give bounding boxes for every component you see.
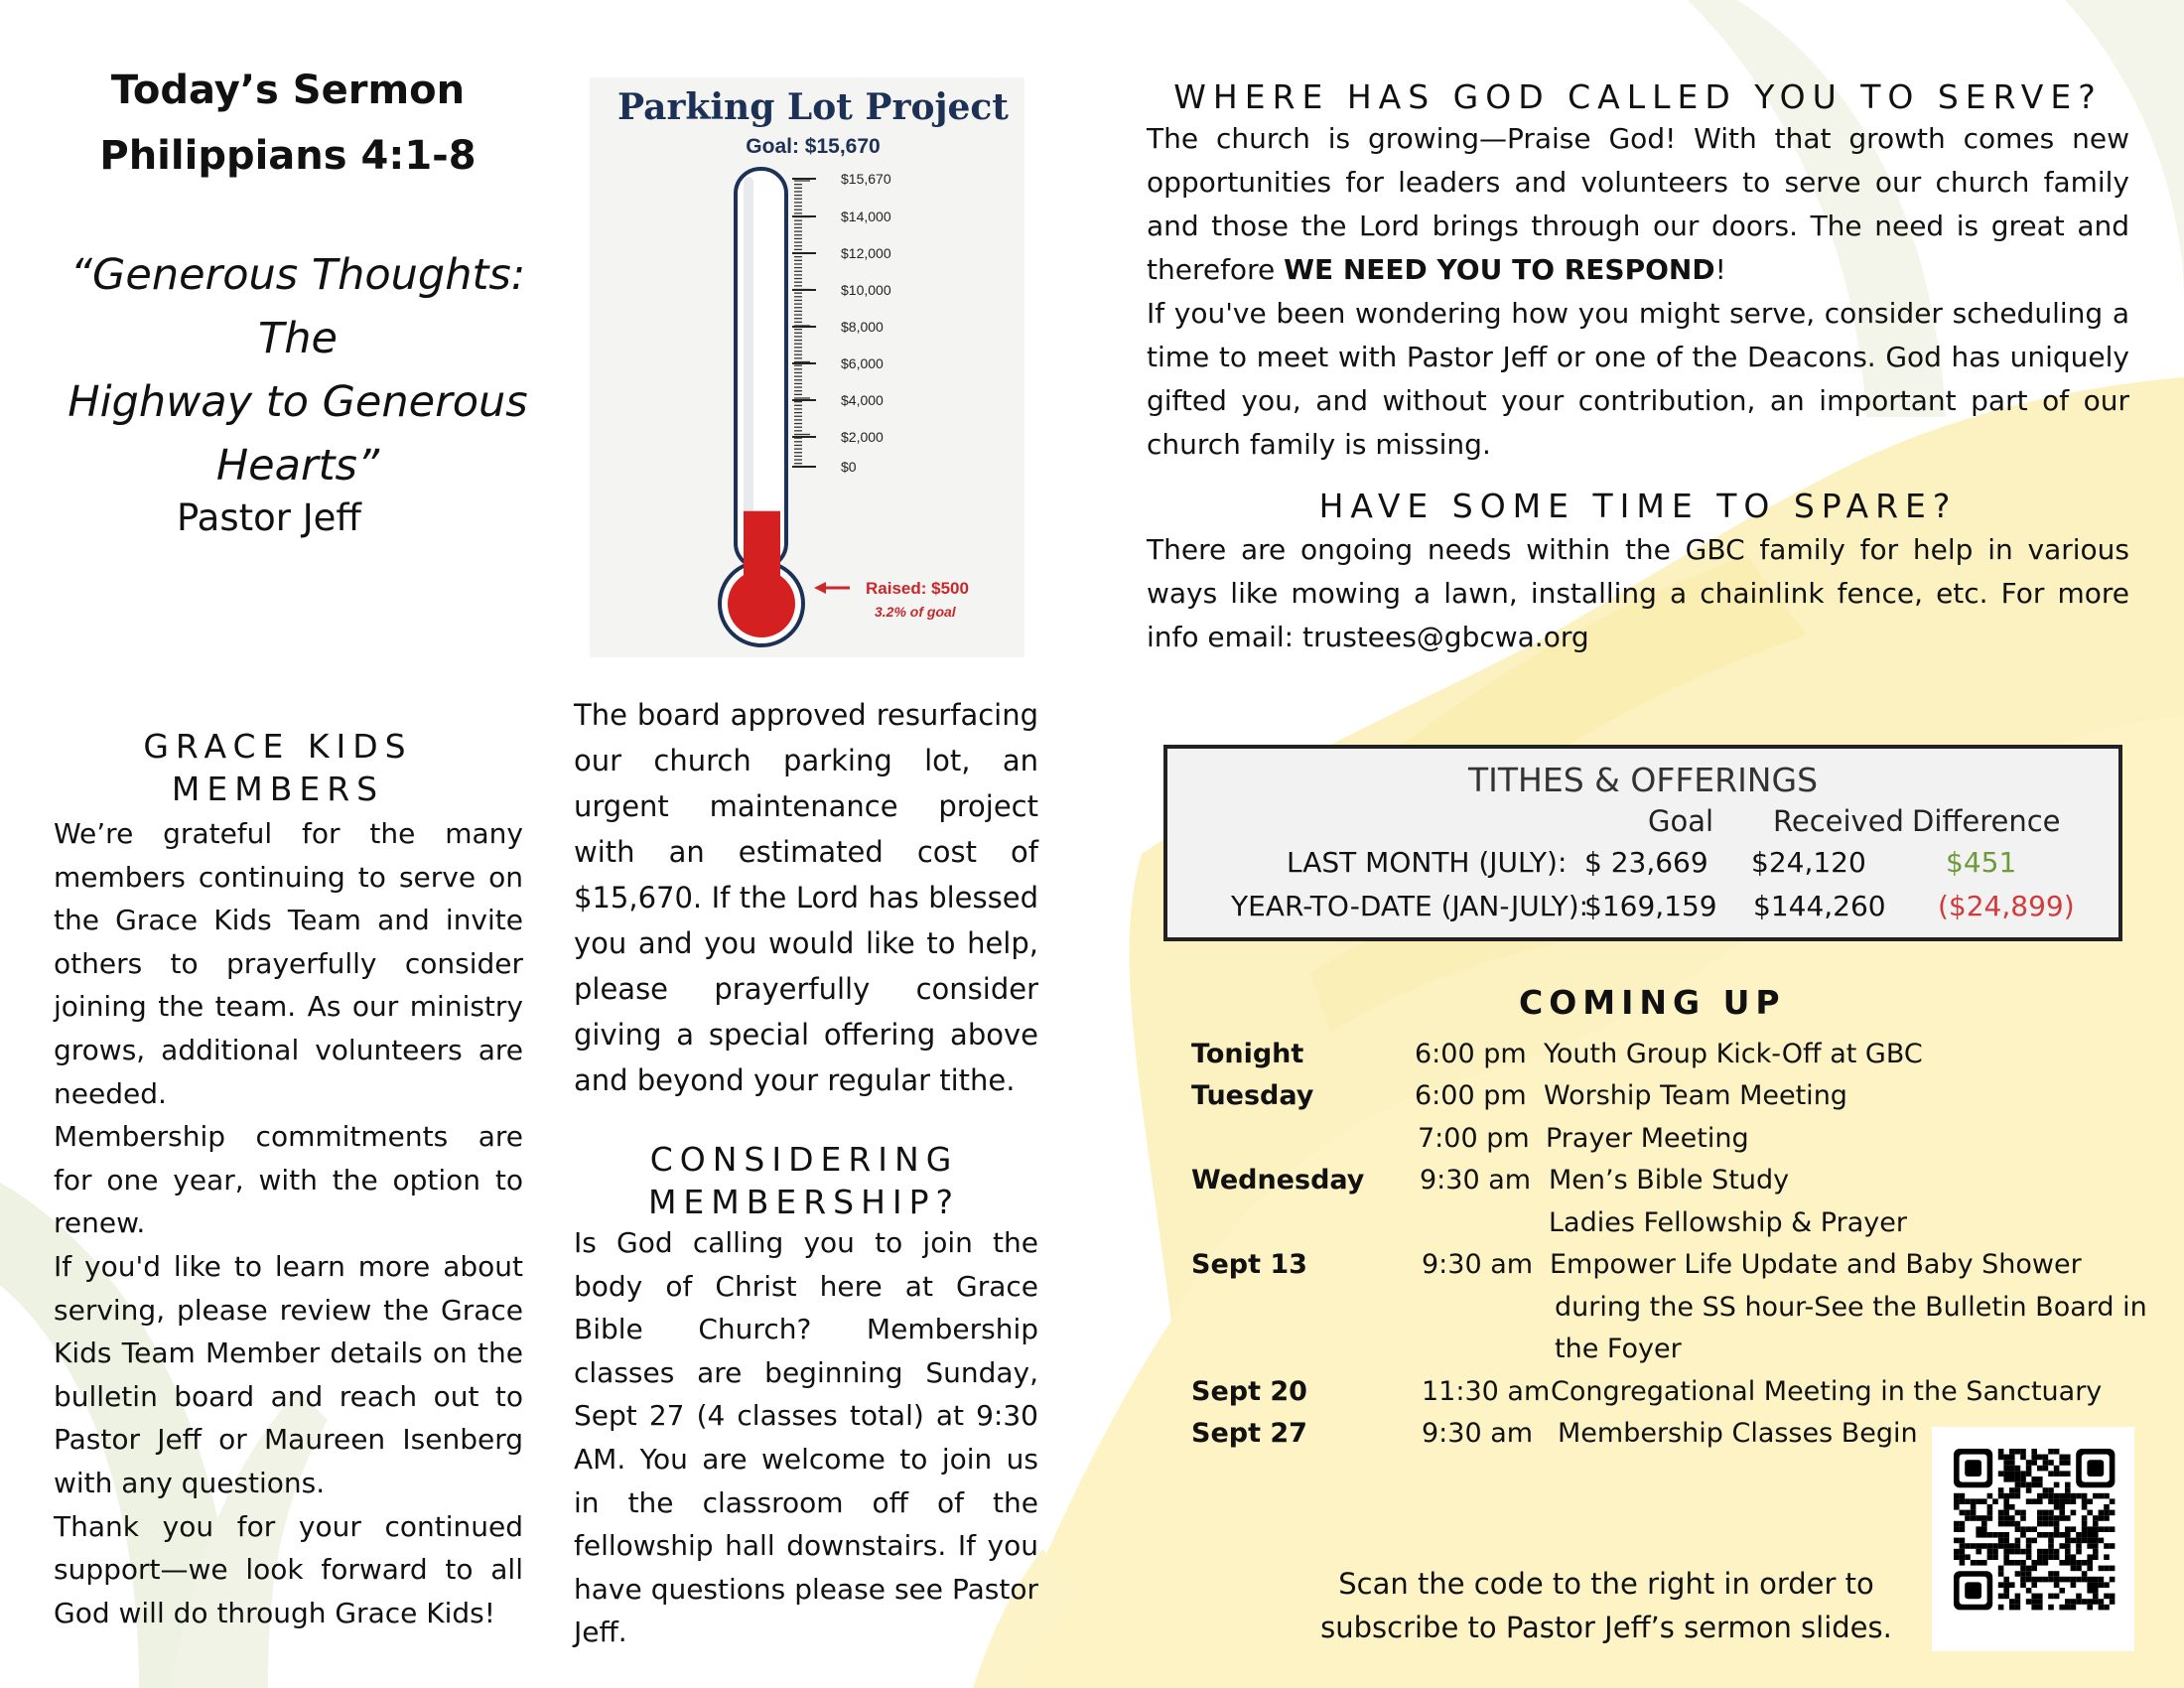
event-description: Youth Group Kick-Off at GBC — [1544, 1039, 1923, 1069]
event-description: the Foyer — [1555, 1334, 1682, 1364]
col-received-header: Received — [1773, 804, 1904, 838]
event-day: Sept 20 — [1191, 1376, 1307, 1407]
event-description: Ladies Fellowship & Prayer — [1549, 1207, 1907, 1238]
scale-label: $0 — [841, 459, 857, 475]
event-description: Worship Team Meeting — [1544, 1080, 1847, 1111]
scale-label: $8,000 — [841, 319, 884, 335]
spare-time-body: There are ongoing needs within the GBC family for help in various ways like mowing a lawn, installing a chainlink fence, etc. For more info email: trustees@gbcwa.org — [1147, 533, 2129, 653]
thermometer-scale — [792, 171, 891, 475]
event-day: Tuesday — [1191, 1080, 1314, 1111]
membership-body: Is God calling you to join the body of Christ here at Grace Bible Church? Membership classes are beginning Sunday, Sept 27 (4 classes total) at 9:30 AM. You are welcome to join us in the classroom off of the fellowship hall downstairs. If you have questions please see Pastor Jeff. — [574, 1226, 1038, 1649]
row-label: LAST MONTH (JULY): — [1287, 846, 1568, 879]
sermon-title-line: “Generous Thoughts: The — [69, 250, 526, 363]
event-description: Empower Life Update and Baby Shower — [1550, 1249, 2082, 1280]
sermon-title-line: Hearts” — [215, 441, 380, 491]
scale-label: $10,000 — [841, 282, 891, 298]
col-goal-header: Goal — [1648, 804, 1714, 838]
event-description: Congregational Meeting in the Sanctuary — [1551, 1376, 2103, 1407]
qr-code-box[interactable] — [1932, 1427, 2134, 1651]
scale-label: $14,000 — [841, 209, 891, 224]
sermon-scripture: Philippians 4:1-8 — [99, 133, 477, 179]
thermometer-tube — [736, 169, 786, 568]
serve-text: The church is growing—Praise God! With that growth comes new opportunities for leaders and volunteers to serve our church family and those the Lord brings through our doors. The need is great and therefore — [1147, 122, 2129, 286]
sermon-label: Today’s Sermon — [110, 68, 466, 113]
coming-up-heading: COMING UP — [1519, 983, 1786, 1022]
event-description: Men’s Bible Study — [1549, 1165, 1790, 1196]
heading-line: MEMBERSHIP? — [647, 1183, 961, 1221]
raised-label: Raised: $500 — [866, 579, 969, 598]
event-time: 9:30 am — [1420, 1165, 1532, 1196]
event-day: Sept 27 — [1191, 1418, 1307, 1449]
scale-label: $2,000 — [841, 429, 884, 445]
sermon-title — [40, 243, 556, 497]
row-goal: $169,159 — [1584, 890, 1717, 922]
paragraph: Membership commitments are for one year, with the option to renew. — [54, 1120, 523, 1240]
event-time: 6:00 pm — [1415, 1039, 1527, 1069]
spare-time-heading: HAVE SOME TIME TO SPARE? — [1318, 487, 1958, 525]
event-time: 7:00 pm — [1418, 1123, 1530, 1154]
heading-line: GRACE KIDS — [143, 727, 413, 766]
thermometer-graphic — [590, 77, 1024, 657]
event-time: 9:30 am — [1422, 1418, 1534, 1449]
parking-title: Parking Lot Project — [617, 86, 1009, 128]
paragraph: If you've been wondering how you might serve, consider scheduling a time to meet with Pastor Jeff or one of the Deacons. God has uniquely gifted you, and without your contribution, an important part of our church family is missing. — [1147, 297, 2129, 461]
event-day: Tonight — [1191, 1039, 1304, 1069]
caption-line: subscribe to Pastor Jeff’s sermon slides. — [1320, 1611, 1892, 1644]
grace-kids-heading — [60, 725, 496, 810]
paragraph — [1147, 117, 2129, 292]
row-goal: $ 23,669 — [1584, 846, 1708, 879]
event-description: during the SS hour-See the Bulletin Board in — [1555, 1292, 2147, 1323]
parking-lot-thermometer-card — [590, 77, 1024, 657]
event-description: Membership Classes Begin — [1558, 1418, 1918, 1449]
qr-code-icon[interactable] — [1932, 1427, 2134, 1651]
paragraph: We’re grateful for the many members continuing to serve on the Grace Kids Team and invite others to prayerfully consider joining the team. As our ministry grows, additional volunteers are needed. — [54, 817, 523, 1110]
row-received: $24,120 — [1751, 846, 1866, 879]
serve-heading: WHERE HAS GOD CALLED YOU TO SERVE? — [1173, 77, 2103, 116]
grace-kids-body — [54, 812, 523, 1634]
serve-body — [1147, 117, 2129, 467]
scale-label: $6,000 — [841, 355, 884, 371]
heading-line: CONSIDERING — [649, 1140, 959, 1179]
row-difference: $451 — [1946, 846, 2017, 879]
scale-label: $15,670 — [841, 171, 891, 187]
goal-label: Goal: $15,670 — [746, 135, 881, 158]
raised-arrow-head — [814, 582, 826, 594]
serve-callout: WE NEED YOU TO RESPOND — [1284, 253, 1715, 286]
parking-lot-description: The board approved resurfacing our church parking lot, an urgent maintenance project with an estimated cost of $15,670. If the Lord has blessed you and you would like to help, please prayerfully consider giving a special offering above and beyond your regular tithe. — [574, 698, 1038, 1097]
tithes-title: TITHES & OFFERINGS — [1467, 761, 1819, 799]
tube-highlight — [744, 177, 753, 554]
event-day: Sept 13 — [1191, 1249, 1307, 1280]
event-time: 11:30 am — [1422, 1376, 1551, 1407]
sermon-title-line: Highway to Generous — [68, 377, 528, 427]
row-label: YEAR-TO-DATE (JAN-JULY): — [1231, 890, 1589, 922]
sermon-heading — [40, 58, 536, 189]
event-time: 9:30 am — [1422, 1249, 1534, 1280]
row-difference: ($24,899) — [1938, 890, 2075, 922]
row-received: $144,260 — [1753, 890, 1886, 922]
scale-label: $12,000 — [841, 245, 891, 261]
heading-line: MEMBERS — [171, 770, 385, 808]
sermon-speaker: Pastor Jeff — [177, 496, 361, 539]
caption-line: Scan the code to the right in order to — [1338, 1567, 1874, 1601]
qr-caption — [1308, 1562, 1904, 1649]
membership-heading — [581, 1138, 1027, 1223]
paragraph: Thank you for your continued support—we look forward to all God will do through Grace Kids! — [54, 1509, 523, 1629]
event-time: 6:00 pm — [1415, 1080, 1527, 1111]
scale-label: $4,000 — [841, 392, 884, 408]
paragraph: If you'd like to learn more about serving, please review the Grace Kids Team Member details on the bulletin board and reach out to Pastor Jeff or Maureen Isenberg with any questions. — [54, 1249, 523, 1499]
tithes-offerings-table — [1163, 745, 2122, 941]
col-difference-header: Difference — [1912, 804, 2061, 838]
event-day: Wednesday — [1191, 1165, 1365, 1196]
event-description: Prayer Meeting — [1546, 1123, 1749, 1154]
serve-text: ! — [1714, 253, 1726, 286]
mercury-level — [744, 511, 780, 599]
percent-label: 3.2% of goal — [875, 604, 956, 620]
